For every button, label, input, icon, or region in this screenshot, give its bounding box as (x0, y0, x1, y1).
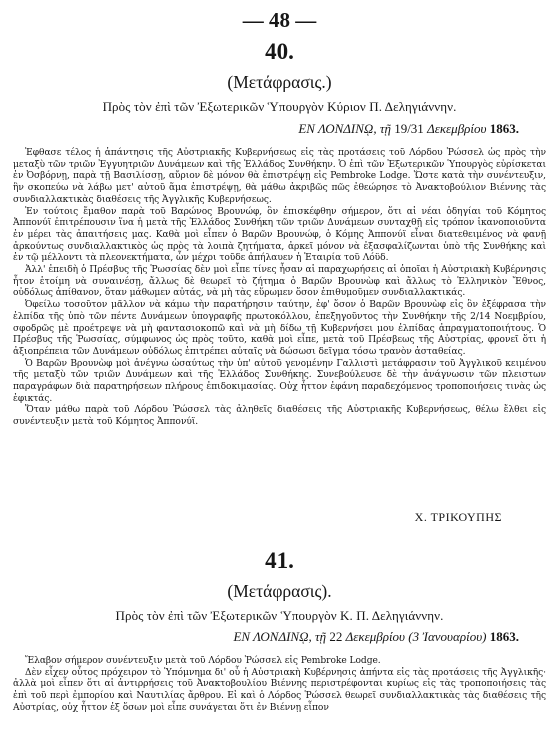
document-41-number: 41. (265, 548, 294, 573)
date-day: 22 (329, 629, 343, 644)
date-day: 19/31 (394, 121, 424, 136)
paragraph: Ἀλλ' ἐπειδὴ ὁ Πρέσβυς τῆς Ῥωσσίας δὲν μοὶ εἶπε τίνες ἦσαν αἱ παραχωρήσεις αἱ ὁποῖαι ἡ Αὐστριακὴ Κυβέρνησις ἦτον ἑτοίμη νὰ συναινέσῃ, ἄλλως δὲ θεωρεῖ τὸ ζήτημα ὁ Βαρῶν Βρουνὼφ καὶ ἄλλως τὸ Ἑλληνικὸν Ἔθνος, οὐδόλως ἀπίθανον, ὅταν μάθωμεν αὐτάς, νὰ μὴ τὰς εὕρωμεν ὅσον ἐπιθυμοῦμεν συνδιαλλακτικάς. (13, 265, 546, 299)
paragraph: Ὁ Βαρῶν Βρουνὼφ μοὶ ἀνέγνω ὡσαύτως τὴν ὑπ' αὐτοῦ γενομένην Γαλλιστὶ μετάφρασιν τοῦ Ἀγγλικοῦ κειμένου τῆς μεταξὺ τῶν τριῶν Δυνάμεων καὶ τῆς Ἑλλάδος Συνθήκης. Συνεβούλευσε δὲ τὴν ἀνάγνωσιν τῶν πλειστων παραγράφων διὰ παρατηρήσεων πλήρους ἐπιδοκιμασίας. Οὐχ ἧττον ἐφάνη παραδεχόμενος τροποποιήσεις τινὰς ὡς ἐφικτάς. (13, 358, 546, 404)
paragraph: Ἔλαβον σήμερον συνέντευξιν μετὰ τοῦ Λόρδου Ῥώσσελ εἰς Pembroke Lodge. (25, 656, 381, 666)
paragraph: Ἐφθασε τέλος ἡ ἀπάντησις τῆς Αὐστριακῆς Κυβερνήσεως εἰς τὰς προτάσεις τοῦ Λόρδου Ῥώσσελ ὡς πρὸς τὴν μεταξὺ τῶν τριῶν Ἐγγυητριῶν Δυνάμεων καὶ τῆς Ἑλλάδος Συνθήκην. Ὁ ἐπὶ τῶν Ἐξωτερικῶν Ὑπουργὸς εὑρίσκεται ἐν Ὀσβόρνῃ, παρὰ τῇ Βασιλίσσῃ, αὔριον δὲ μόνον θὰ ἐπιστρέψῃ εἰς Pembroke Lodge. Ὥστε κατὰ τὴν συνέντευξιν, ἣν σκοπεύω νὰ λάβω μετ' αὐτοῦ ἅμα ἐπιστρέψῃ, θὰ μάθω ἀκριβῶς πῶς ἐθεώρησε τὸ Ἀνακτοβούλιον Βιέννης τὰς συνδιαλλακτικὰς διαθέσεις τῆς Ἀγγλικῆς Κυβερνήσεως. (13, 148, 546, 205)
date-month: Δεκεμβρίου (427, 121, 487, 136)
document-40-address: Πρὸς τὸν ἐπὶ τῶν Ἐξωτερικῶν Ὑπουργὸν Κύριον Π. Δεληγιάννην. (102, 99, 457, 114)
date-place: ΕΝ ΛΟΝΔΙΝῼ, τῇ (233, 629, 327, 644)
document-41-subtitle: (Μετάφρασις). (227, 581, 332, 601)
paragraph: Ὀφείλω τοσοῦτον μᾶλλον νὰ κάμω τὴν παρατήρησιν ταύτην, ἐφ' ὅσον ὁ Βαρῶν Βρουνὼφ εἰς ὃν ἐξέφρασα τὴν ἐλπίδα τῆς ὑπὸ τῶν πέντε Δυνάμεων ὑπογραφῆς πρωτοκόλλου, ἐπεξηγοῦντος τὴν Συνθήκην τῆς 2/14 Νοεμβρίου, σφοδρῶς μὲ προέτρεψε νὰ μὴ φαντασιοκοπῶ καὶ νὰ μὴ δίδω τῇ Κυβερνήσει μου ἐλπίδας ἀπραγματοποιήτους. Ὁ Πρέσβυς τῆς Ῥωσσίας, σύμφωνος ὡς πρὸς τοῦτο, καθὰ μοὶ εἶπε, μετὰ τοῦ Πρέσβεως τῆς Αὐστρίας, φρονεῖ ὅτι ἡ ἀξιοπρέπεια τῶν Δυνάμεων οὐδόλως ἐπιτρέπει αὐταῖς νὰ δώσωσι δεῖγμα τόσω τρανὸν ἀσταθείας. (13, 300, 546, 357)
document-40-dateline (298, 121, 519, 137)
date-year: 1863. (489, 121, 519, 136)
document-40-signature: Χ. ΤΡΙΚΟΥΠΗΣ (414, 510, 502, 524)
document-41-address: Πρὸς τὸν ἐπὶ τῶν Ἐξωτερικῶν Ὑπουργὸν Κ. Π. Δεληγιάννην. (115, 608, 444, 623)
paragraph: Ὅταν μάθω παρὰ τοῦ Λόρδου Ῥώσσελ τὰς ἀληθεῖς διαθέσεις τῆς Αὐστριακῆς Κυβερνήσεως, θέλω ἔλθει εἰς συνέντευξιν μετὰ τοῦ Κόμητος Ἀππονύϊ. (13, 405, 546, 428)
paragraph: Δὲν εἶχεν οὗτος πρόχειρον τὸ Ὑπόμνημα δι' οὗ ἡ Αὐστριακὴ Κυβέρνησις ἀπήντα εἰς τὰς προτάσεις τῆς Ἀγγλικῆς· ἀλλὰ μοὶ εἶπεν ὅτι αἱ ἀντιρρήσεις τοῦ Ἀνακτοβουλίου Βιέννης περιστρέφονται κυρίως εἰς τὰς τροποποιήσεις τὰς ἐπὶ τοῦ περὶ ἐμπορίου καὶ Ναυτιλίας ἄρθρου. Εἰ καὶ ὁ Λόρδος Ῥώσσελ θεωρεῖ συνδιαλλακτικὰς τὰς διαθέσεις τῆς Αὐστρίας, οὐχ ἧττον ἐξ ὅσων μοὶ εἶπε συνάγεται ὅτι ἐν Βιέννῃ εἶπον (13, 667, 546, 713)
paragraph: Ἐν τούτοις ἔμαθον παρὰ τοῦ Βαρώνος Βρουνώφ, ὃν ἐπισκέφθην σήμερον, ὅτι αἱ νέαι ὁδηγίαι τοῦ Κόμητος Ἀππονύϊ ἐπιτρέπουσιν ἵνα ἡ μετὰ τῆς Ἑλλάδος Συνθήκη τῶν τριῶν Δυνάμεων συνταχθῇ εἰς τρόπον ἱκανοποιοῦντα ἐν μέρει τὰς ἀπαιτήσεις μας. Καθὰ μοὶ εἶπεν ὁ Βαρῶν Βρουνώφ, ὁ Κόμης Ἀππονύϊ εἶναι διατεθειμένος νὰ φανῇ ἀρκούντως συνδιαλλακτικὸς ὡς πρὸς τὰ λοιπὰ ζητήματα, ἀρκεῖ μόνον νὰ ἐξασφαλίζωνται ὑπὸ τῆς Συνθήκης καὶ ἐν τῷ μέλλοντι τὰ πλεονεκτήματα, ὧν μέχρι τοῦδε ἀπήλαυεν ἡ Ἑταιρία τοῦ Λόϋδ. (13, 206, 546, 264)
document-40-body (13, 148, 546, 429)
date-place: ΕΝ ΛΟΝΔΙΝῼ, τῇ (298, 121, 391, 136)
document-40-subtitle: (Μετάφρασις.) (227, 72, 332, 92)
document-40-number: 40. (265, 39, 294, 64)
date-paren: (3 Ἰανουαρίου) (408, 629, 487, 644)
date-year: 1863. (489, 629, 519, 644)
document-41-dateline (233, 629, 519, 645)
page-number: — 48 — (242, 8, 317, 32)
document-41-body (13, 656, 546, 715)
date-month: Δεκεμβρίου (345, 629, 406, 644)
